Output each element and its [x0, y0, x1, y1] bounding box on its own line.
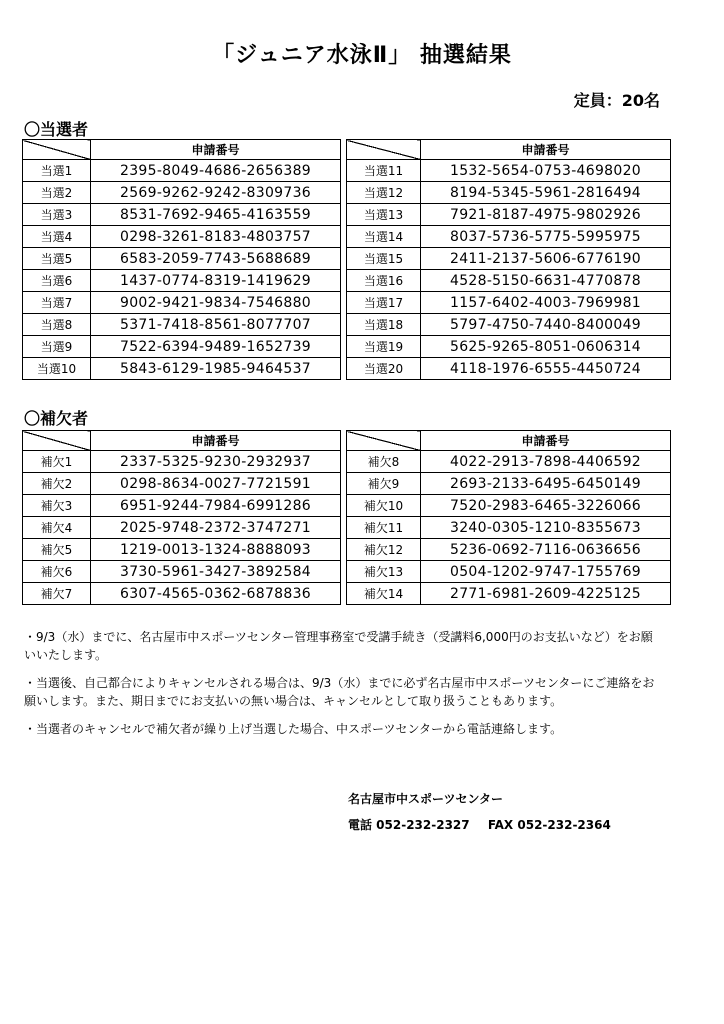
note-cancellation: ・当選後、自己都合によりキャンセルされる場合は、9/3（水）までに必ず名古屋市中スポーツセンターにご連絡をお願いします。また、期日までにお支払いの無い場合は、キャンセルとして取り扱うこともあります。 — [24, 676, 655, 708]
winner-label-left: 当選4 — [23, 226, 91, 248]
winner-number-right: 8194-5345-5961-2816494 — [421, 182, 671, 204]
substitute-number-right: 2693-2133-6495-6450149 — [421, 473, 671, 495]
winner-row — [23, 314, 671, 336]
substitute-number-left: 2337-5325-9230-2932937 — [91, 451, 341, 473]
substitute-number-left: 3730-5961-3427-3892584 — [91, 561, 341, 583]
winner-number-right: 7921-8187-4975-9802926 — [421, 204, 671, 226]
winner-number-left: 1437-0774-8319-1419629 — [91, 270, 341, 292]
winner-number-left: 7522-6394-9489-1652739 — [91, 336, 341, 358]
winner-label-right: 当選16 — [347, 270, 421, 292]
winner-number-left: 8531-7692-9465-4163559 — [91, 204, 341, 226]
winner-row — [23, 204, 671, 226]
winner-number-left: 6583-2059-7743-5688689 — [91, 248, 341, 270]
substitute-label-right: 補欠12 — [347, 539, 421, 561]
substitute-row — [23, 583, 671, 605]
substitute-row — [23, 473, 671, 495]
winner-label-right: 当選13 — [347, 204, 421, 226]
winner-label-left: 当選2 — [23, 182, 91, 204]
winner-number-right: 4528-5150-6631-4770878 — [421, 270, 671, 292]
note-substitute-promotion: ・当選者のキャンセルで補欠者が繰り上げ当選した場合、中スポーツセンターから電話連絡します。 — [24, 722, 563, 736]
winner-label-left: 当選7 — [23, 292, 91, 314]
substitute-number-left: 6307-4565-0362-6878836 — [91, 583, 341, 605]
substitute-number-right: 5236-0692-7116-0636656 — [421, 539, 671, 561]
substitute-label-right: 補欠9 — [347, 473, 421, 495]
fax-number: FAX 052-232-2364 — [487, 818, 611, 832]
winner-label-left: 当選5 — [23, 248, 91, 270]
notes-block — [24, 628, 664, 748]
substitutes-section-title: 〇補欠者 — [24, 409, 89, 428]
substitutes-header-left: 申請番号 — [91, 431, 341, 451]
winner-number-left: 2569-9262-9242-8309736 — [91, 182, 341, 204]
substitute-number-right: 0504-1202-9747-1755769 — [421, 561, 671, 583]
winners-corner-cell-right — [347, 140, 421, 160]
substitute-label-left: 補欠6 — [23, 561, 91, 583]
winner-number-left: 5371-7418-8561-8077707 — [91, 314, 341, 336]
winners-table — [22, 139, 671, 380]
organization-name: 名古屋市中スポーツセンター — [348, 792, 504, 806]
winner-number-left: 9002-9421-9834-7546880 — [91, 292, 341, 314]
winner-number-left: 2395-8049-4686-2656389 — [91, 160, 341, 182]
substitute-label-left: 補欠3 — [23, 495, 91, 517]
winner-row — [23, 270, 671, 292]
substitute-number-right: 3240-0305-1210-8355673 — [421, 517, 671, 539]
winner-row — [23, 248, 671, 270]
substitute-label-left: 補欠5 — [23, 539, 91, 561]
winner-label-right: 当選19 — [347, 336, 421, 358]
winners-header-row — [23, 140, 671, 160]
winner-label-right: 当選18 — [347, 314, 421, 336]
winners-header-left: 申請番号 — [91, 140, 341, 160]
winners-corner-cell-left — [23, 140, 91, 160]
winner-row — [23, 182, 671, 204]
substitute-label-left: 補欠7 — [23, 583, 91, 605]
substitute-row — [23, 561, 671, 583]
winner-number-right: 5625-9265-8051-0606314 — [421, 336, 671, 358]
winner-label-left: 当選9 — [23, 336, 91, 358]
winner-label-left: 当選3 — [23, 204, 91, 226]
winner-number-right: 4118-1976-6555-4450724 — [421, 358, 671, 380]
page-title: 「ジュニア水泳Ⅱ」 抽選結果 — [212, 43, 512, 68]
substitute-label-right: 補欠11 — [347, 517, 421, 539]
winner-label-left: 当選10 — [23, 358, 91, 380]
substitute-label-right: 補欠14 — [347, 583, 421, 605]
substitute-number-right: 4022-2913-7898-4406592 — [421, 451, 671, 473]
substitutes-header-row — [23, 431, 671, 451]
winner-number-left: 5843-6129-1985-9464537 — [91, 358, 341, 380]
winner-label-left: 当選8 — [23, 314, 91, 336]
winner-label-right: 当選11 — [347, 160, 421, 182]
substitute-number-left: 0298-8634-0027-7721591 — [91, 473, 341, 495]
winner-label-right: 当選14 — [347, 226, 421, 248]
winner-number-right: 1157-6402-4003-7969981 — [421, 292, 671, 314]
substitute-label-right: 補欠8 — [347, 451, 421, 473]
substitutes-corner-cell-left — [23, 431, 91, 451]
winner-number-right: 2411-2137-5606-6776190 — [421, 248, 671, 270]
substitute-row — [23, 451, 671, 473]
winner-number-left: 0298-3261-8183-4803757 — [91, 226, 341, 248]
substitutes-corner-cell-right — [347, 431, 421, 451]
winner-row — [23, 292, 671, 314]
winners-section-title: 〇当選者 — [24, 120, 89, 139]
contact-line — [348, 812, 625, 838]
substitute-row — [23, 517, 671, 539]
winner-label-left: 当選6 — [23, 270, 91, 292]
footer-contact — [348, 786, 625, 838]
substitute-number-left: 6951-9244-7984-6991286 — [91, 495, 341, 517]
note-payment: ・9/3（水）までに、名古屋市中スポーツセンター管理事務室で受講手続き（受講料6,000円のお支払いなど）をお願いいたします。 — [24, 630, 653, 662]
winner-number-right: 5797-4750-7440-8400049 — [421, 314, 671, 336]
winner-row — [23, 226, 671, 248]
winner-label-right: 当選12 — [347, 182, 421, 204]
substitute-label-left: 補欠2 — [23, 473, 91, 495]
substitutes-table — [22, 430, 671, 605]
winner-row — [23, 336, 671, 358]
phone-number: 電話 052-232-2327 — [348, 818, 470, 832]
substitute-label-right: 補欠13 — [347, 561, 421, 583]
winner-row — [23, 358, 671, 380]
substitute-label-left: 補欠4 — [23, 517, 91, 539]
substitute-number-right: 7520-2983-6465-3226066 — [421, 495, 671, 517]
substitute-number-right: 2771-6981-2609-4225125 — [421, 583, 671, 605]
substitute-row — [23, 539, 671, 561]
capacity-label: 定員：20名 — [573, 91, 660, 110]
substitute-number-left: 2025-9748-2372-3747271 — [91, 517, 341, 539]
winner-label-left: 当選1 — [23, 160, 91, 182]
winner-label-right: 当選20 — [347, 358, 421, 380]
substitute-label-left: 補欠1 — [23, 451, 91, 473]
winner-number-right: 1532-5654-0753-4698020 — [421, 160, 671, 182]
substitutes-header-right: 申請番号 — [421, 431, 671, 451]
winner-label-right: 当選15 — [347, 248, 421, 270]
substitute-label-right: 補欠10 — [347, 495, 421, 517]
substitute-number-left: 1219-0013-1324-8888093 — [91, 539, 341, 561]
winner-number-right: 8037-5736-5775-5995975 — [421, 226, 671, 248]
winner-label-right: 当選17 — [347, 292, 421, 314]
substitute-row — [23, 495, 671, 517]
winners-header-right: 申請番号 — [421, 140, 671, 160]
winner-row — [23, 160, 671, 182]
